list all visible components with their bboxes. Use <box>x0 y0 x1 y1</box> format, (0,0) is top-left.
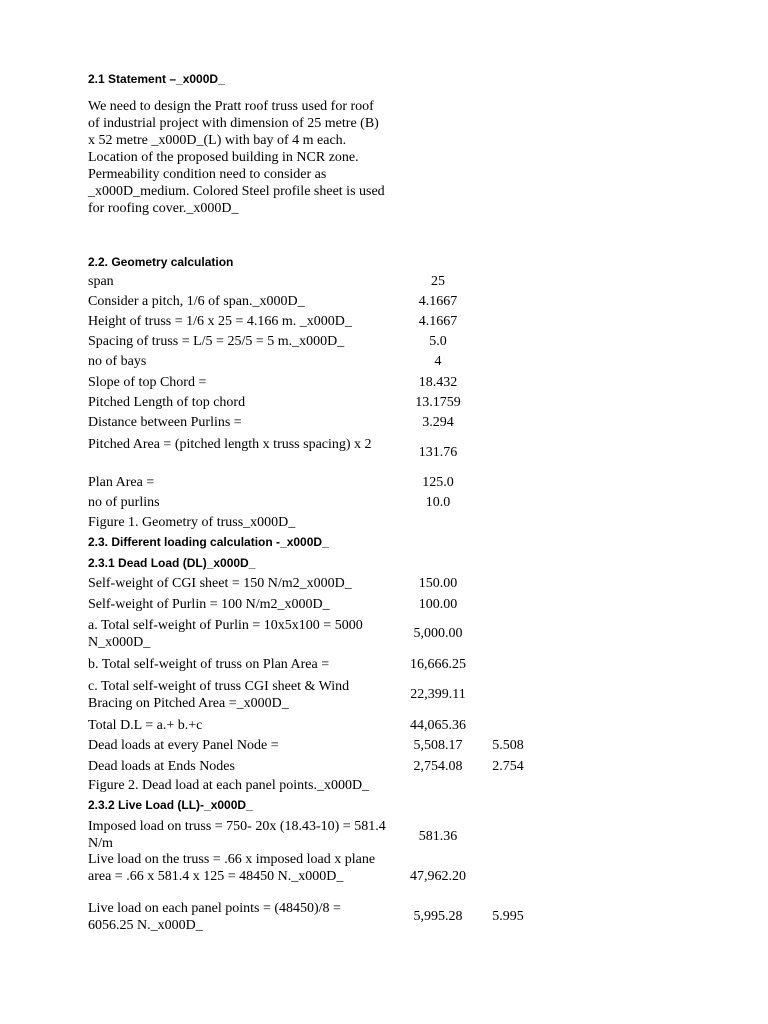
row-label: Pitched Area = (pitched length x truss spacing) x 2 <box>88 437 372 452</box>
row-value: 18.432 <box>418 375 458 390</box>
row-value: 581.36 <box>418 829 458 844</box>
row-label: Distance between Purlins = <box>88 415 242 430</box>
row-value: 47,962.20 <box>410 869 466 884</box>
row-label: Height of truss = 1/6 x 25 = 4.166 m. _x000D_ <box>88 314 352 329</box>
row-value: 2,754.08 <box>413 759 463 774</box>
row-label: Pitched Length of top chord <box>88 395 246 410</box>
row-label: Total D.L = a.+ b.+c <box>88 718 203 733</box>
row-label: Self-weight of CGI sheet = 150 N/m2_x000D_ <box>88 576 352 591</box>
row-label: Spacing of truss = L/5 = 25/5 = 5 m._x000D_ <box>88 334 345 349</box>
row-value-kn: 2.754 <box>492 759 524 774</box>
row-value: 5,000.00 <box>413 626 463 641</box>
row-value: 3.294 <box>422 415 454 430</box>
row-value: 44,065.36 <box>410 718 466 733</box>
row-value: 5,508.17 <box>413 738 463 753</box>
row-value: 4.1667 <box>418 314 458 329</box>
row-value: 4 <box>434 354 442 369</box>
row-value: 22,399.11 <box>410 687 466 702</box>
statement-paragraph: We need to design the Pratt roof truss used for roof of industrial project with dimension of 25 metre (B) x 52 metre _x000D_(L) with bay of 4 m each. Location of the proposed building in NCR zone. Permeability condition need to consider as _x000D_medium. Colored Steel profile sheet is used for roofing cover._x000D_ <box>88 99 385 216</box>
section-2-3-1-heading: 2.3.1 Dead Load (DL)_x000D_ <box>88 556 256 570</box>
section-2-1-heading: 2.1 Statement –_x000D_ <box>88 72 225 86</box>
row-label: Imposed load on truss = 750- 20x (18.43-10) = 581.4 N/m <box>88 819 386 851</box>
row-value: 25 <box>431 274 445 289</box>
row-label: Plan Area = <box>88 475 155 490</box>
section-2-3-2-heading: 2.3.2 Live Load (LL)-_x000D_ <box>88 798 253 812</box>
figure-1-caption: Figure 1. Geometry of truss_x000D_ <box>88 515 296 530</box>
row-value: 13.1759 <box>415 395 461 410</box>
row-value: 150.00 <box>418 576 458 591</box>
row-value: 10.0 <box>425 495 451 510</box>
row-value: 5.0 <box>429 334 447 349</box>
row-value-kn: 5.995 <box>492 909 524 924</box>
row-value: 16,666.25 <box>410 657 466 672</box>
row-value: 4.1667 <box>418 294 458 309</box>
row-label: Live load on the truss = .66 x imposed load x plane area = .66 x 581.4 x 125 = 48450 N._x000D_ <box>88 852 376 884</box>
row-label: span <box>88 274 114 289</box>
row-label: Slope of top Chord = <box>88 375 207 390</box>
section-2-3-heading: 2.3. Different loading calculation -_x000D_ <box>88 535 329 549</box>
row-label: Self-weight of Purlin = 100 N/m2_x000D_ <box>88 597 330 612</box>
figure-2-caption: Figure 2. Dead load at each panel points._x000D_ <box>88 778 370 793</box>
row-value: 125.0 <box>422 475 454 490</box>
row-label: c. Total self-weight of truss CGI sheet & Wind Bracing on Pitched Area =_x000D_ <box>88 679 350 711</box>
row-label: a. Total self-weight of Purlin = 10x5x100 = 5000 N_x000D_ <box>88 618 363 650</box>
row-value: 5,995.28 <box>413 909 463 924</box>
row-label: Dead loads at every Panel Node = <box>88 738 279 753</box>
row-value-kn: 5.508 <box>492 738 524 753</box>
row-value: 100.00 <box>418 597 458 612</box>
row-label: Live load on each panel points = (48450)/8 = 6056.25 N._x000D_ <box>88 901 341 933</box>
row-label: b. Total self-weight of truss on Plan Area = <box>88 657 330 672</box>
section-2-2-heading: 2.2. Geometry calculation <box>88 255 234 269</box>
row-label: no of bays <box>88 354 147 369</box>
row-label: Dead loads at Ends Nodes <box>88 759 235 774</box>
row-label: no of purlins <box>88 495 160 510</box>
row-value: 131.76 <box>418 445 458 460</box>
row-label: Consider a pitch, 1/6 of span._x000D_ <box>88 294 305 309</box>
